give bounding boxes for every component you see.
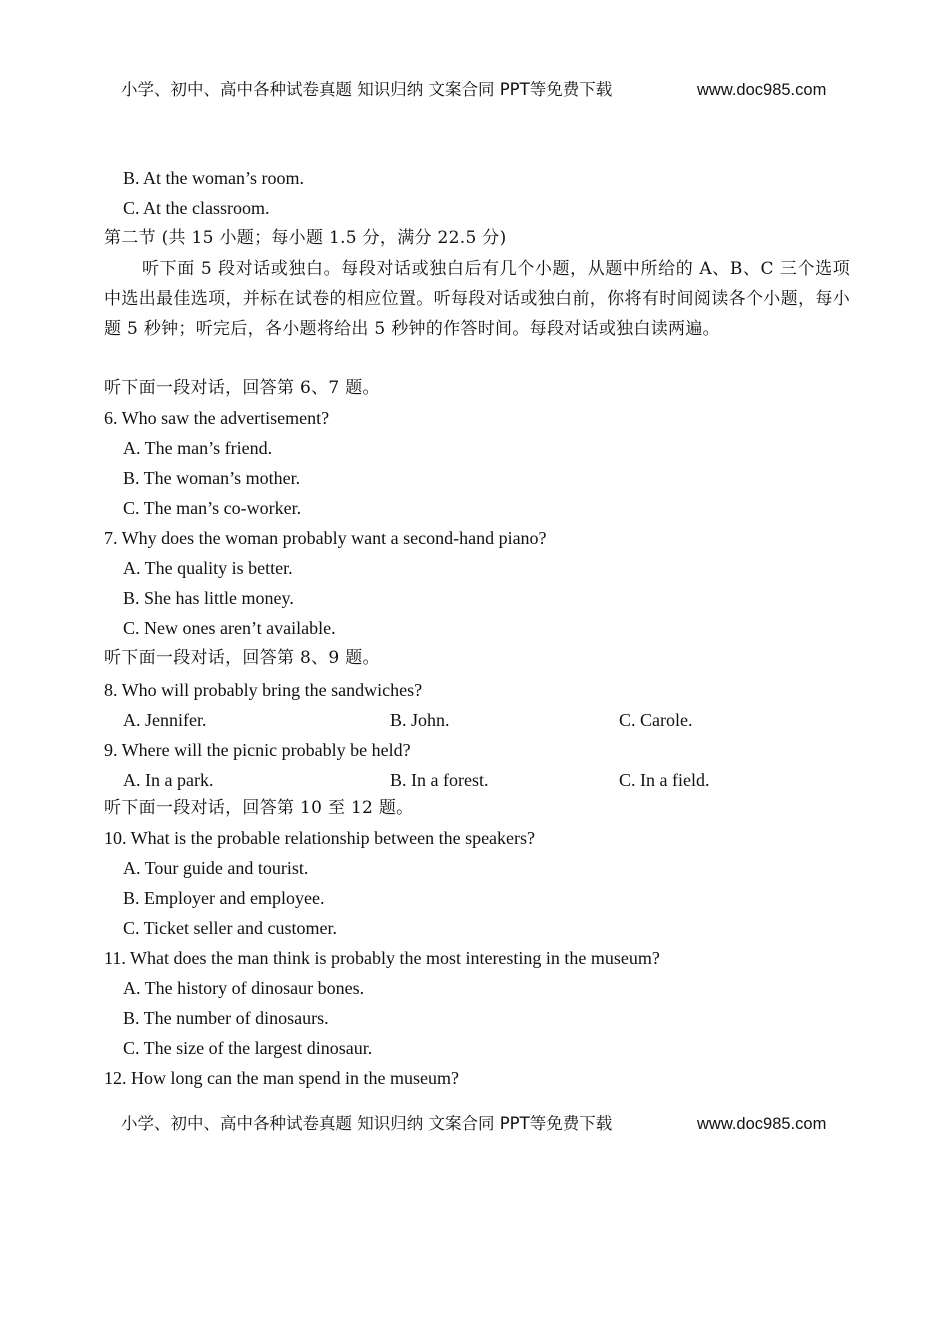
q5-option-b: B. At the woman’s room. [123,168,304,188]
question-8-option-b: B. John. [390,710,450,730]
question-8-stem: 8. Who will probably bring the sandwiches? [104,680,423,700]
question-9-option-b: B. In a forest. [390,770,489,790]
page-footer [0,1111,950,1137]
question-11-stem: 11. What does the man think is probably the most interesting in the museum? [104,948,660,968]
question-8-option-a: A. Jennifer. [123,710,207,730]
group-intro-6-7: 听下面一段对话，回答第 6、7 题。 [104,378,380,398]
header-text: 小学、初中、高中各种试卷真题 知识归纳 文案合同 PPT等免费下载 [121,80,613,99]
question-6-option-c: C. The man’s co-worker. [123,498,302,518]
question-11-option-c: C. The size of the largest dinosaur. [123,1038,373,1058]
question-6-option-b: B. The woman’s mother. [123,468,301,488]
question-11-option-b: B. The number of dinosaurs. [123,1008,329,1028]
section-instructions: 听下面 5 段对话或独白。每段对话或独白后有几个小题，从题中所给的 A、B、C 三个选项中选出最佳选项，并标在试卷的相应位置。听每段对话或独白前，你将有时间阅读各个小题，每小题 5 秒钟；听完后，各小题将给出 5 秒钟的作答时间。每段对话或独白读两遍。 [104,259,850,339]
question-7-stem: 7. Why does the woman probably want a second-hand piano? [104,528,547,548]
question-10-option-c: C. Ticket seller and customer. [123,918,337,938]
section-title: 第二节 (共 15 小题；每小题 1.5 分，满分 22.5 分) [104,228,507,248]
question-7-option-b: B. She has little money. [123,588,294,608]
page-header [0,77,950,103]
question-9-stem: 9. Where will the picnic probably be held? [104,740,411,760]
header-url[interactable]: www.doc985.com [697,81,827,99]
question-10-option-b: B. Employer and employee. [123,888,325,908]
question-8-option-c: C. Carole. [619,710,693,730]
question-10-option-a: A. Tour guide and tourist. [123,858,309,878]
question-6-stem: 6. Who saw the advertisement? [104,408,330,428]
question-12-stem: 12. How long can the man spend in the museum? [104,1068,459,1088]
group-intro-8-9: 听下面一段对话，回答第 8、9 题。 [104,648,380,668]
footer-text: 小学、初中、高中各种试卷真题 知识归纳 文案合同 PPT等免费下载 [121,1114,613,1133]
question-11-option-a: A. The history of dinosaur bones. [123,978,365,998]
group-intro-10-12: 听下面一段对话，回答第 10 至 12 题。 [104,798,414,818]
footer-url[interactable]: www.doc985.com [697,1115,827,1133]
question-9-option-a: A. In a park. [123,770,214,790]
question-7-option-a: A. The quality is better. [123,558,293,578]
question-10-stem: 10. What is the probable relationship between the speakers? [104,828,536,848]
q5-option-c: C. At the classroom. [123,198,270,218]
question-7-option-c: C. New ones aren’t available. [123,618,336,638]
question-6-option-a: A. The man’s friend. [123,438,273,458]
question-9-option-c: C. In a field. [619,770,710,790]
